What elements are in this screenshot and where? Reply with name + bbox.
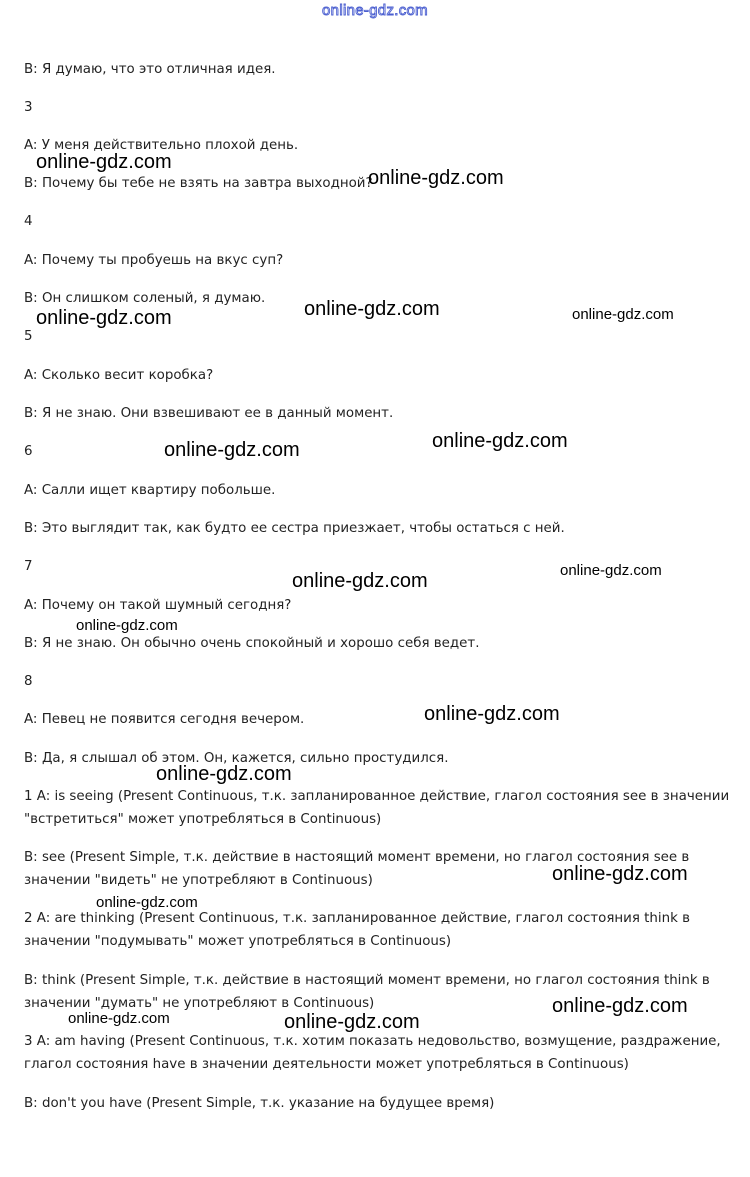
watermark: online-gdz.com: [76, 617, 178, 634]
watermark: online-gdz.com: [284, 1011, 420, 1033]
watermark: online-gdz.com: [560, 562, 662, 579]
text-line: B: Я думаю, что это отличная идея.: [24, 62, 276, 77]
text-line: B: Почему бы тебе не взять на завтра выходной?: [24, 176, 373, 191]
text-line: A: Певец не появится сегодня вечером.: [24, 712, 305, 727]
text-line: B: Он слишком соленый, я думаю.: [24, 291, 266, 306]
watermark: online-gdz.com: [368, 167, 504, 189]
answer-line: 3 A: am having (Present Continuous, т.к. хотим показать недовольство, возмущение, раздражение,: [24, 1034, 721, 1049]
item-number: 6: [24, 444, 33, 459]
answer-line: "встретиться" может употребляться в Continuous): [24, 812, 382, 827]
answer-line: значении "думать" не употребляют в Continuous): [24, 996, 375, 1011]
text-line: A: Салли ищет квартиру побольше.: [24, 483, 276, 498]
answer-line: 1 A: is seeing (Present Continuous, т.к. запланированное действие, глагол состояния see в значении: [24, 789, 730, 804]
item-number: 5: [24, 329, 33, 344]
answer-line: B: think (Present Simple, т.к. действие в настоящий момент времени, но глагол состояния think в: [24, 973, 710, 988]
answer-line: 2 A: are thinking (Present Continuous, т.к. запланированное действие, глагол состояния think в: [24, 911, 690, 926]
text-line: A: Сколько весит коробка?: [24, 368, 214, 383]
watermark: online-gdz.com: [552, 863, 688, 885]
answer-line: значении "видеть" не употребляют в Continuous): [24, 873, 373, 888]
text-line: B: Я не знаю. Он обычно очень спокойный и хорошо себя ведет.: [24, 636, 480, 651]
watermark: online-gdz.com: [164, 439, 300, 461]
watermark: online-gdz.com: [572, 306, 674, 323]
text-line: A: Почему он такой шумный сегодня?: [24, 598, 292, 613]
text-line: A: Почему ты пробуешь на вкус суп?: [24, 253, 284, 268]
watermark: online-gdz.com: [292, 570, 428, 592]
watermark: online-gdz.com: [96, 894, 198, 911]
watermark: online-gdz.com: [552, 995, 688, 1017]
answer-line: B: don't you have (Present Simple, т.к. указание на будущее время): [24, 1096, 495, 1111]
item-number: 3: [24, 100, 33, 115]
watermark: online-gdz.com: [156, 763, 292, 785]
text-line: B: Да, я слышал об этом. Он, кажется, сильно простудился.: [24, 751, 449, 766]
text-line: B: Это выглядит так, как будто ее сестра приезжает, чтобы остаться с ней.: [24, 521, 565, 536]
item-number: 4: [24, 214, 33, 229]
answer-line: значении "подумывать" может употребляться в Continuous): [24, 934, 452, 949]
watermark: online-gdz.com: [36, 307, 172, 329]
watermark: online-gdz.com: [304, 298, 440, 320]
item-number: 7: [24, 559, 33, 574]
watermark: online-gdz.com: [432, 430, 568, 452]
text-line: B: Я не знаю. Они взвешивают ее в данный момент.: [24, 406, 394, 421]
watermark: online-gdz.com: [68, 1010, 170, 1027]
answer-line: глагол состояния have в значении деятельности может употребляться в Continuous): [24, 1057, 629, 1072]
answer-line: B: see (Present Simple, т.к. действие в настоящий момент времени, но глагол состояния see в: [24, 850, 690, 865]
text-line: A: У меня действительно плохой день.: [24, 138, 299, 153]
item-number: 8: [24, 674, 33, 689]
watermark: online-gdz.com: [424, 703, 560, 725]
header-watermark: online-gdz.com: [322, 2, 428, 19]
watermark: online-gdz.com: [36, 151, 172, 173]
